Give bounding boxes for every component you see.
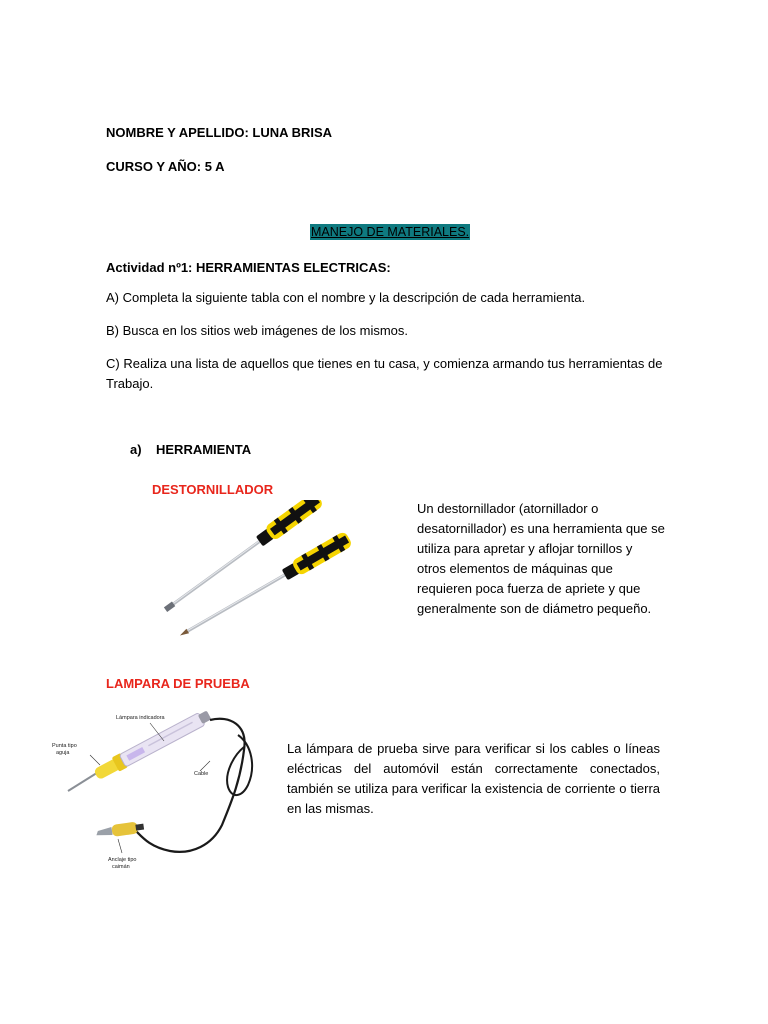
page-title: MANEJO DE MATERIALES. bbox=[311, 225, 470, 239]
section-label: HERRAMIENTA bbox=[156, 442, 252, 457]
screwdriver-image bbox=[160, 500, 360, 640]
label-lamp: Lámpara indicadora bbox=[116, 715, 165, 721]
tool-title-screwdriver: DESTORNILLADOR bbox=[152, 482, 274, 497]
description-line: requieren poca fuerza de apriete y que bbox=[417, 581, 641, 596]
test-lamp-image bbox=[52, 705, 277, 885]
label-clip-2: caimán bbox=[112, 864, 130, 870]
description-line: otros elementos de máquinas que bbox=[417, 561, 613, 576]
instruction-b: B) Busca en los sitios web imágenes de los mismos. bbox=[106, 323, 409, 338]
course-year: CURSO Y AÑO: 5 A bbox=[106, 159, 225, 174]
label-cable: Cable bbox=[194, 771, 209, 777]
tool-title-test-lamp: LAMPARA DE PRUEBA bbox=[106, 676, 250, 691]
description-line: desatornillador) es una herramienta que se bbox=[417, 521, 665, 536]
label-tip-2: aguja bbox=[56, 750, 70, 756]
tool-description-test-lamp bbox=[287, 739, 660, 819]
description-line: generalmente son de diámetro pequeño. bbox=[417, 601, 652, 616]
instruction-c-line2: Trabajo. bbox=[106, 376, 154, 391]
tool-description-screwdriver bbox=[417, 499, 677, 619]
description-line: La lámpara de prueba sirve para verificar si los cables o líneas bbox=[287, 741, 660, 756]
description-line: utiliza para apretar y aflojar tornillos y bbox=[417, 541, 633, 556]
description-line: en las mismas. bbox=[287, 801, 374, 816]
section-marker: a) bbox=[130, 442, 142, 457]
student-name: NOMBRE Y APELLIDO: LUNA BRISA bbox=[106, 125, 333, 140]
label-tip-1: Punta tipo bbox=[52, 743, 77, 749]
label-clip-1: Anclaje tipo bbox=[108, 857, 137, 863]
activity-heading: Actividad nº1: HERRAMIENTAS ELECTRICAS: bbox=[106, 260, 391, 275]
description-line: Un destornillador (atornillador o bbox=[417, 501, 599, 516]
description-line: también se utiliza para verificar la existencia de corriente o tierra bbox=[287, 781, 660, 796]
instruction-c-line1: C) Realiza una lista de aquellos que tienes en tu casa, y comienza armando tus herramientas de bbox=[106, 356, 663, 371]
description-line: eléctricas del automóvil están correctamente conectados, bbox=[287, 761, 660, 776]
instruction-a: A) Completa la siguiente tabla con el nombre y la descripción de cada herramienta. bbox=[106, 290, 586, 305]
